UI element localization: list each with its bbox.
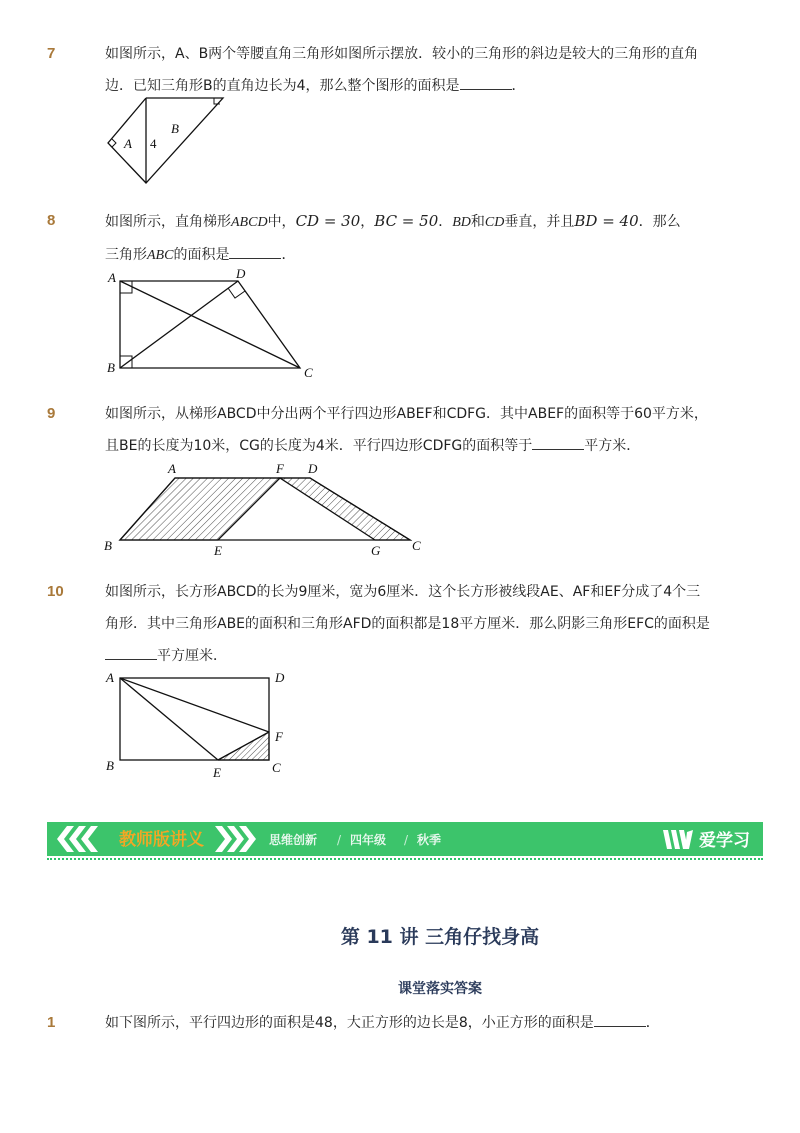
label-b: B [106, 758, 114, 773]
question-text [105, 205, 745, 272]
label-b: B [104, 538, 112, 553]
question-line: 如图所示，A、B两个等腰直角三角形如图所示摆放．较小的三角形的斜边是较大的三角形的直角 [105, 46, 699, 62]
answer-blank [105, 645, 157, 660]
question-text [105, 398, 745, 462]
question-line: 边．已知三角形B的直角边长为4，那么整个图形的面积是 ． [105, 70, 745, 102]
label-b: B [171, 121, 179, 136]
question-number: 1 [47, 1014, 56, 1031]
question-line: 且BE的长度为10米，CG的长度为4米．平行四边形CDFG的面积等于 平方米． [105, 430, 745, 462]
figure-q7 [100, 96, 240, 188]
label-d: D [275, 670, 285, 685]
label-d: D [236, 266, 246, 281]
label-a: A [168, 461, 176, 476]
label-e: E [213, 765, 221, 780]
question-line: 三角形ABC的面积是 ． [105, 239, 745, 272]
question-number: 10 [47, 583, 64, 600]
season-label: 秋季 [417, 833, 442, 847]
label-a: A [124, 136, 132, 151]
question-line: 如下图所示，平行四边形的面积是48，大正方形的边长是8，小正方形的面积是 ． [105, 1007, 745, 1039]
label-d: D [308, 461, 318, 476]
figure-q9 [100, 458, 430, 560]
question-number: 8 [47, 212, 56, 229]
question-text [105, 576, 745, 672]
edition-label: 教师版讲义 [119, 830, 204, 850]
label-e: E [214, 543, 222, 558]
label-4: 4 [150, 136, 157, 151]
series-label: 思维创新 [269, 833, 318, 847]
lecture-title: 第 11 讲 三角仔找身高 [340, 926, 540, 948]
label-c: C [272, 760, 281, 775]
question-text [105, 1007, 745, 1039]
label-c: C [412, 538, 421, 553]
label-f: F [276, 461, 284, 476]
grade-label: 四年级 [350, 833, 387, 847]
question-line: 如图所示，从梯形ABCD中分出两个平行四边形ABEF和CDFG．其中ABEF的面积等于60平方米， [105, 406, 708, 422]
question-line: 如图所示，直角梯形ABCD中，CD = 30，BC = 50．BD和CD垂直，并且BD = 40．那么 [105, 212, 681, 230]
figure-q10 [100, 668, 300, 783]
answer-blank [532, 435, 584, 450]
figure-q8 [100, 266, 325, 381]
label-a: A [108, 270, 116, 285]
answer-blank [460, 75, 512, 90]
question-line: 角形．其中三角形ABE的面积和三角形AFD的面积都是18平方厘米．那么阴影三角形EFC的面积是 [105, 616, 710, 632]
question-text [105, 38, 745, 102]
label-b: B [107, 360, 115, 375]
banner-divider [47, 858, 763, 860]
answer-blank [229, 244, 281, 259]
question-line: 平方厘米． [105, 640, 745, 672]
answer-section-title: 课堂落实答案 [398, 981, 482, 997]
brand-name: 爱学习 [699, 831, 750, 851]
label-c: C [304, 365, 313, 380]
answer-blank [594, 1012, 646, 1027]
question-line: 如图所示，长方形ABCD的长为9厘米，宽为6厘米．这个长方形被线段AE、AF和EF分成了4个三 [105, 584, 701, 600]
separator: / [337, 833, 342, 847]
separator: / [404, 833, 409, 847]
label-a: A [106, 670, 114, 685]
label-g: G [371, 543, 381, 558]
question-number: 9 [47, 405, 56, 422]
series-banner [47, 822, 763, 856]
question-number: 7 [47, 45, 56, 62]
label-f: F [275, 729, 283, 744]
